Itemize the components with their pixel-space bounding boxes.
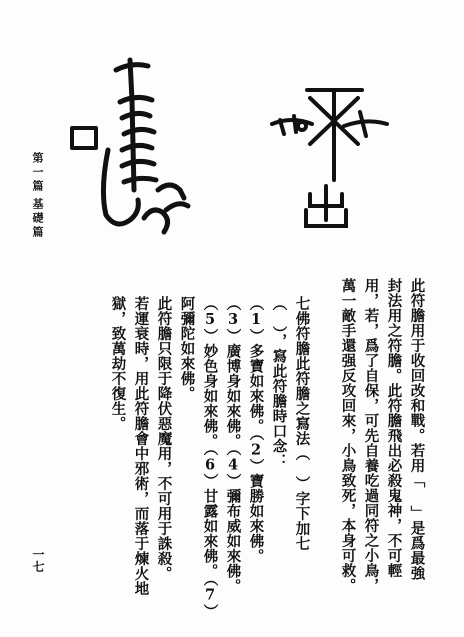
- body-column: 萬一敵手還强反攻回來，小鳥致死，本身可救。: [339, 278, 357, 593]
- chapter-label: 第一篇: [31, 152, 44, 194]
- seven-buddha-talisman-drawing: [60, 40, 200, 260]
- body-column: （3）廣博身如來佛。（4）彌布威如來佛。: [224, 296, 242, 594]
- body-column: 此符膽只限于降伏惡魔用，不可用于誅殺。: [155, 296, 173, 581]
- body-column: （1）多寶如來佛。（2）寶勝如來佛。: [247, 296, 265, 564]
- section-label: 基礎篇: [31, 198, 44, 240]
- body-column: 此符膽用于收回改和戰。若用「 」是爲最強: [408, 278, 426, 581]
- page-number: 一七: [31, 548, 45, 573]
- body-column: （ ），寫此符膽時口念：: [270, 296, 288, 469]
- recall-talisman-drawing: [262, 90, 392, 240]
- body-column: 阿彌陀如來佛。: [178, 296, 196, 401]
- body-column: 用，若，爲了自保，可先自養吃過同符之小鳥，: [362, 278, 380, 593]
- body-column: 封法用之符膽。此符膽飛出必殺鬼神，不可輕: [385, 278, 403, 578]
- body-column: 獄，致萬劫不復生。: [109, 296, 127, 431]
- body-column: 若運衰時，用此符膽會中邪術，而落于煉火地: [132, 296, 150, 596]
- body-column: （5）妙色身如來佛。（6）甘露如來佛。（7）: [201, 296, 219, 619]
- body-column: 七佛符膽此符膽之寫法（ ）字下加七: [293, 296, 311, 551]
